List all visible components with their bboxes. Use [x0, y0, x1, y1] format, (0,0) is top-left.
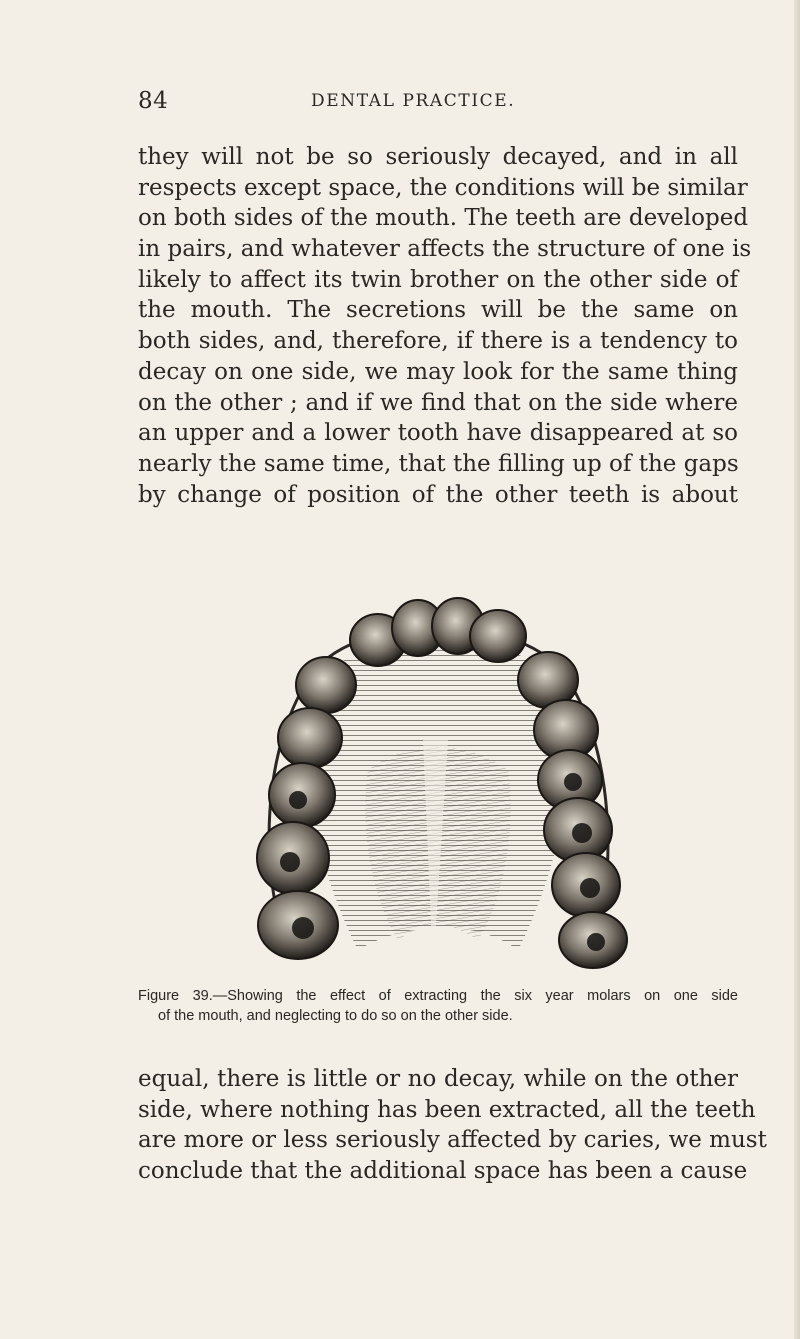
text-line: side, where nothing has been extracted, all the teeth [138, 1096, 756, 1123]
text-line: conclude that the additional space has been a cause [138, 1158, 748, 1185]
caption-line: of the mouth, and neglecting to do so on the other side. [158, 1008, 513, 1024]
text-line: decay on one side, we may look for the same thing [138, 358, 738, 385]
text-line: by change of position of the other teeth is about [138, 481, 738, 508]
text-line: are more or less seriously affected by caries, we must [138, 1127, 767, 1154]
page-header [138, 88, 738, 118]
text-line: an upper and a lower tooth have disappeared at so [138, 420, 738, 447]
text-line: both sides, and, therefore, if there is a tendency to [138, 328, 738, 355]
dental-arch-figure [248, 590, 628, 972]
text-line: equal, there is little or no decay, while on the other [138, 1066, 738, 1092]
figure-caption [138, 986, 738, 1026]
text-line: on both sides of the mouth. The teeth are developed [138, 205, 749, 232]
paragraph-top [138, 142, 752, 510]
page-edge [794, 0, 800, 1339]
page-number: 84 [138, 88, 169, 114]
text-line: in pairs, and whatever affects the structure of one is [138, 236, 752, 263]
text-line: they will not be so seriously decayed, and in all [138, 144, 738, 170]
text-line: nearly the same time, that the filling up of the gaps [138, 450, 739, 477]
text-line: on the other ; and if we find that on the side where [138, 389, 738, 416]
running-head: DENTAL PRACTICE. [311, 91, 516, 111]
caption-line: Figure 39.—Showing the effect of extracting the six year molars on one side [138, 988, 738, 1004]
text-line: the mouth. The secretions will be the same on [138, 297, 738, 324]
dental-arch-illustration [248, 590, 628, 972]
text-line: respects except space, the conditions will be similar [138, 174, 748, 201]
text-line: likely to affect its twin brother on the other side of [138, 266, 738, 293]
paragraph-bottom [138, 1064, 767, 1187]
